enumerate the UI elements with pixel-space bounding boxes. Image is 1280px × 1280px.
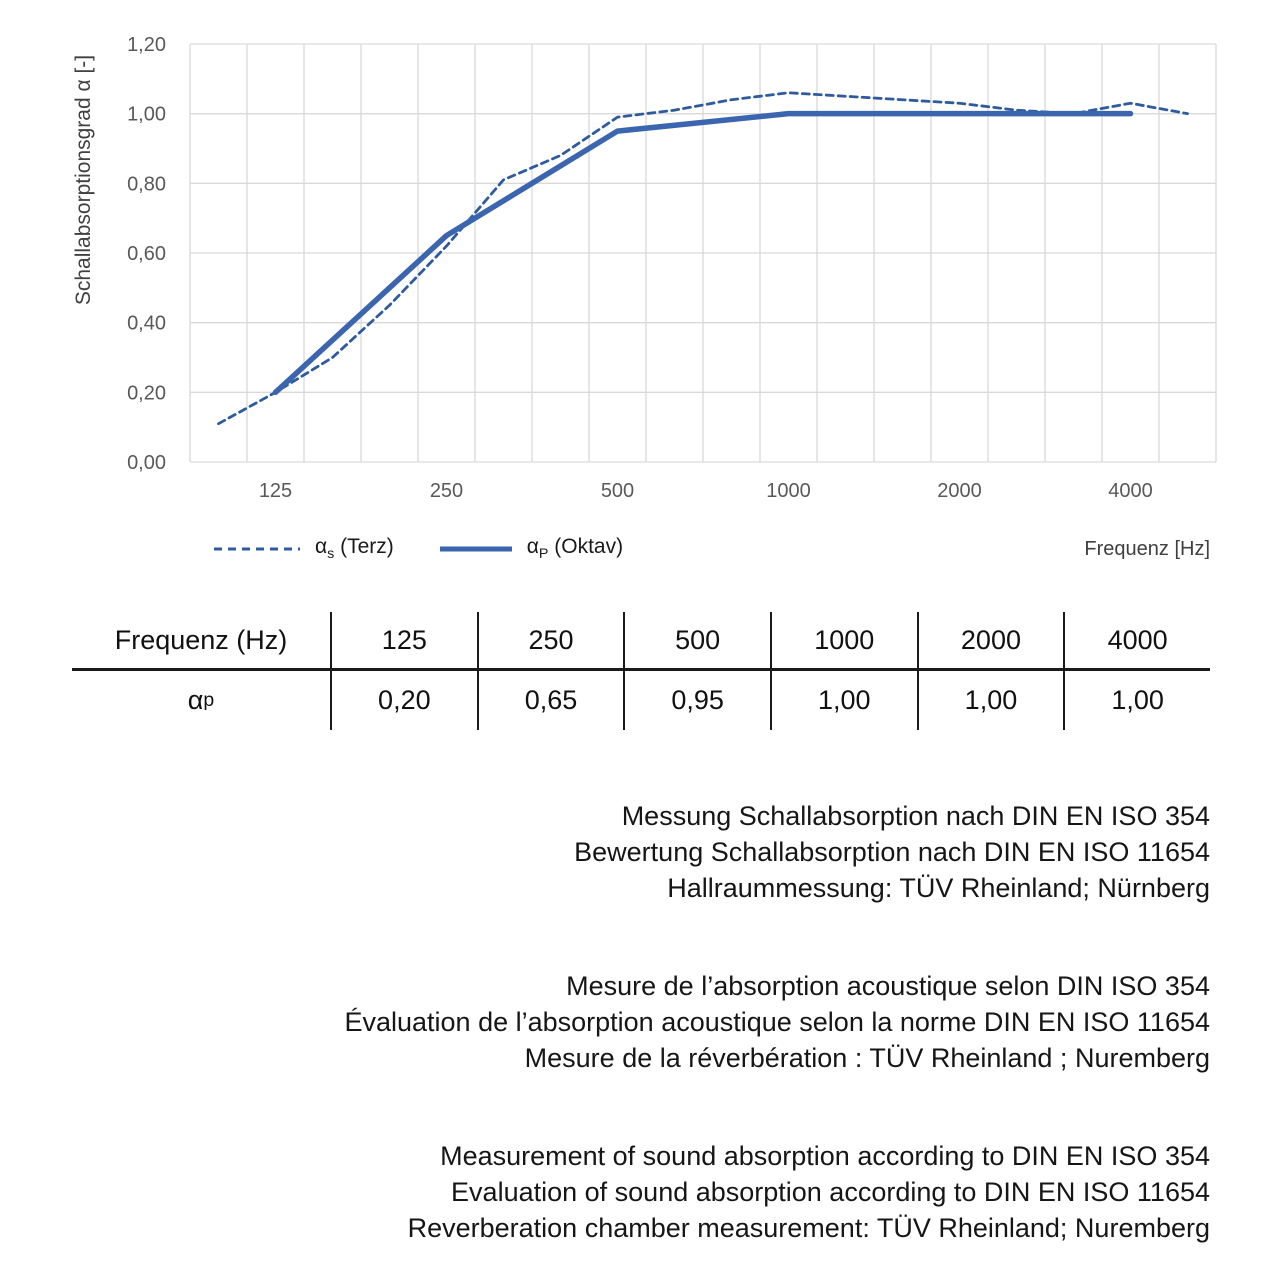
table-header-cell: 2000 xyxy=(917,612,1064,671)
chart-canvas xyxy=(0,0,1280,515)
absorption-table xyxy=(72,612,1210,730)
table-row-label: α p xyxy=(187,685,215,715)
note-german xyxy=(0,798,1280,906)
x-tick-label: 4000 xyxy=(1108,480,1153,502)
table-header-cell: Frequenz (Hz) xyxy=(72,612,330,671)
legend-label: $\alpha_s$ (Terz) xyxy=(315,535,394,563)
note-french xyxy=(0,968,1280,1076)
note-line: Reverberation chamber measurement: TÜV Rheinland; Nuremberg xyxy=(407,1213,1210,1243)
note-line: Evaluation of sound absorption according to DIN EN ISO 11654 xyxy=(451,1177,1210,1207)
note-line: Hallraummessung: TÜV Rheinland; Nürnberg xyxy=(667,873,1210,903)
legend-label: $\alpha_P$ (Oktav) xyxy=(526,535,624,563)
x-tick-label: 1000 xyxy=(766,480,811,502)
y-tick-label: 1,00 xyxy=(127,103,166,126)
note-line: Mesure de l’absorption acoustique selon DIN ISO 354 xyxy=(566,971,1210,1001)
y-tick-label: 0,40 xyxy=(127,312,166,335)
table-value-cell: 0,65 xyxy=(477,671,624,730)
note-line: Mesure de la réverbération : TÜV Rheinland ; Nuremberg xyxy=(524,1043,1210,1073)
x-tick-label: 125 xyxy=(258,480,293,502)
legend-solid-sample-icon xyxy=(438,545,514,553)
legend-dashed-sample-icon xyxy=(212,545,302,553)
legend-item-alpha-p xyxy=(438,535,623,562)
y-tick-label: 0,60 xyxy=(127,243,166,265)
x-tick-label: 500 xyxy=(600,480,635,502)
table-value-cell: 1,00 xyxy=(917,671,1064,730)
table-value-cell: 1,00 xyxy=(770,671,917,730)
table-header-cell: 250 xyxy=(477,612,624,671)
y-tick-label: 1,20 xyxy=(127,34,166,56)
table-header-cell: 1000 xyxy=(770,612,917,671)
note-line: Bewertung Schallabsorption nach DIN EN ISO 11654 xyxy=(574,837,1210,867)
y-tick-label: 0,80 xyxy=(127,173,166,196)
note-english xyxy=(0,1138,1280,1246)
table-header-cell: 500 xyxy=(623,612,770,671)
y-tick-label: 0,20 xyxy=(127,382,166,405)
y-tick-label: 0,00 xyxy=(127,452,166,474)
chart-legend xyxy=(0,521,1280,577)
absorption-chart xyxy=(0,0,1280,515)
note-line: Évaluation de l’absorption acoustique selon la norme DIN EN ISO 11654 xyxy=(344,1007,1210,1037)
y-axis-title: Schallabsorptionsgrad α [-] xyxy=(72,54,95,306)
table-header-cell: 125 xyxy=(330,612,477,671)
x-tick-label: 250 xyxy=(429,480,464,502)
x-tick-label: 2000 xyxy=(937,480,982,502)
table-value-cell: 1,00 xyxy=(1063,671,1210,730)
note-line: Measurement of sound absorption according to DIN EN ISO 354 xyxy=(440,1141,1210,1171)
note-line: Messung Schallabsorption nach DIN EN ISO 354 xyxy=(621,801,1210,831)
table-header-cell: 4000 xyxy=(1063,612,1210,671)
table-value-cell: 0,95 xyxy=(623,671,770,730)
legend-item-alpha-s xyxy=(212,535,394,562)
table-value-cell: 0,20 xyxy=(330,671,477,730)
x-axis-title: Frequenz [Hz] xyxy=(1084,537,1210,560)
